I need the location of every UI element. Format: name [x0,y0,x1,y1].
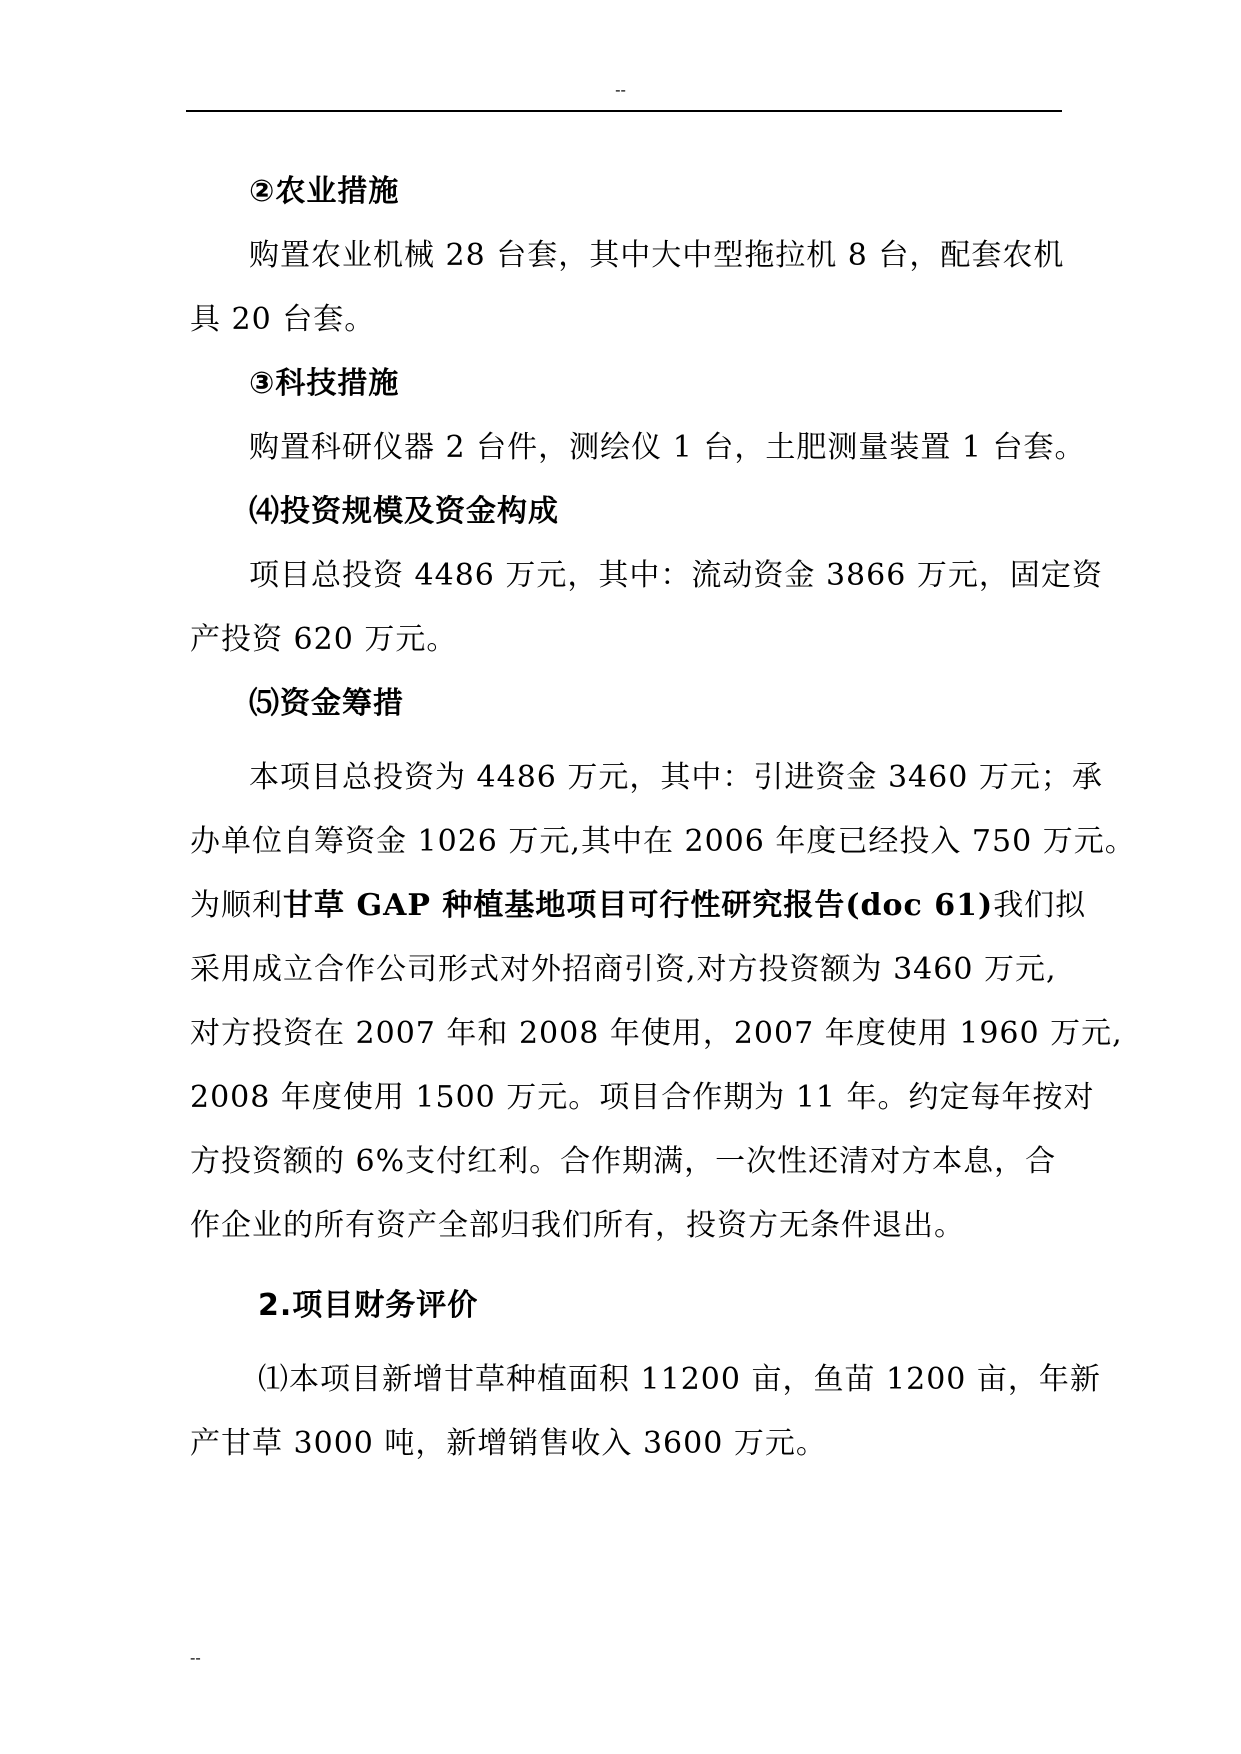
page-footer-mark: -- [190,1648,201,1667]
report-title-inline: 甘草 GAP 种植基地项目可行性研究报告(doc 61) [283,888,994,923]
paragraph-text: 为顺利 [190,888,283,923]
page-header-mark: -- [615,80,626,99]
paragraph-text: 我们拟 [993,888,1087,923]
header-rule [186,110,1062,112]
paragraph-line: 办单位自筹资金 1026 万元,其中在 2006 年度已经投入 750 万元。 [190,824,1136,859]
paragraph-line: 购置科研仪器 2 台件，测绘仪 1 台，土肥测量装置 1 台套。 [249,430,1086,465]
paragraph-line: 购置农业机械 28 台套，其中大中型拖拉机 8 台，配套农机 [249,238,1065,273]
document-body [190,160,1136,1476]
heading-agricultural-measures: ②农业措施 [249,174,400,209]
heading-investment-scale: ⑷投资规模及资金构成 [249,494,559,529]
paragraph-line: 方投资额的 6%支付红利。合作期满，一次性还清对方本息，合 [190,1144,1057,1179]
paragraph-line: 项目总投资 4486 万元，其中：流动资金 3866 万元，固定资 [249,558,1103,593]
heading-technology-measures: ③科技措施 [249,366,400,401]
paragraph-line: ⑴本项目新增甘草种植面积 11200 亩，鱼苗 1200 亩，年新 [258,1362,1101,1397]
paragraph-line: 作企业的所有资产全部归我们所有，投资方无条件退出。 [190,1208,965,1243]
paragraph-line: 对方投资在 2007 年和 2008 年使用，2007 年度使用 1960 万元, [190,1016,1123,1051]
paragraph-line: 具 20 台套。 [190,302,376,337]
heading-funding: ⑸资金筹措 [249,686,404,721]
paragraph-line: 本项目总投资为 4486 万元，其中：引进资金 3460 万元；承 [249,760,1103,795]
paragraph-line: 产甘草 3000 吨，新增销售收入 3600 万元。 [190,1426,827,1461]
paragraph-line: 产投资 620 万元。 [190,622,458,657]
paragraph-line: 采用成立合作公司形式对外招商引资,对方投资额为 3460 万元, [190,952,1057,987]
paragraph-line: 2008 年度使用 1500 万元。项目合作期为 11 年。约定每年按对 [190,1080,1095,1115]
paragraph-line [190,874,1087,938]
heading-financial-evaluation: 2.项目财务评价 [258,1288,479,1323]
